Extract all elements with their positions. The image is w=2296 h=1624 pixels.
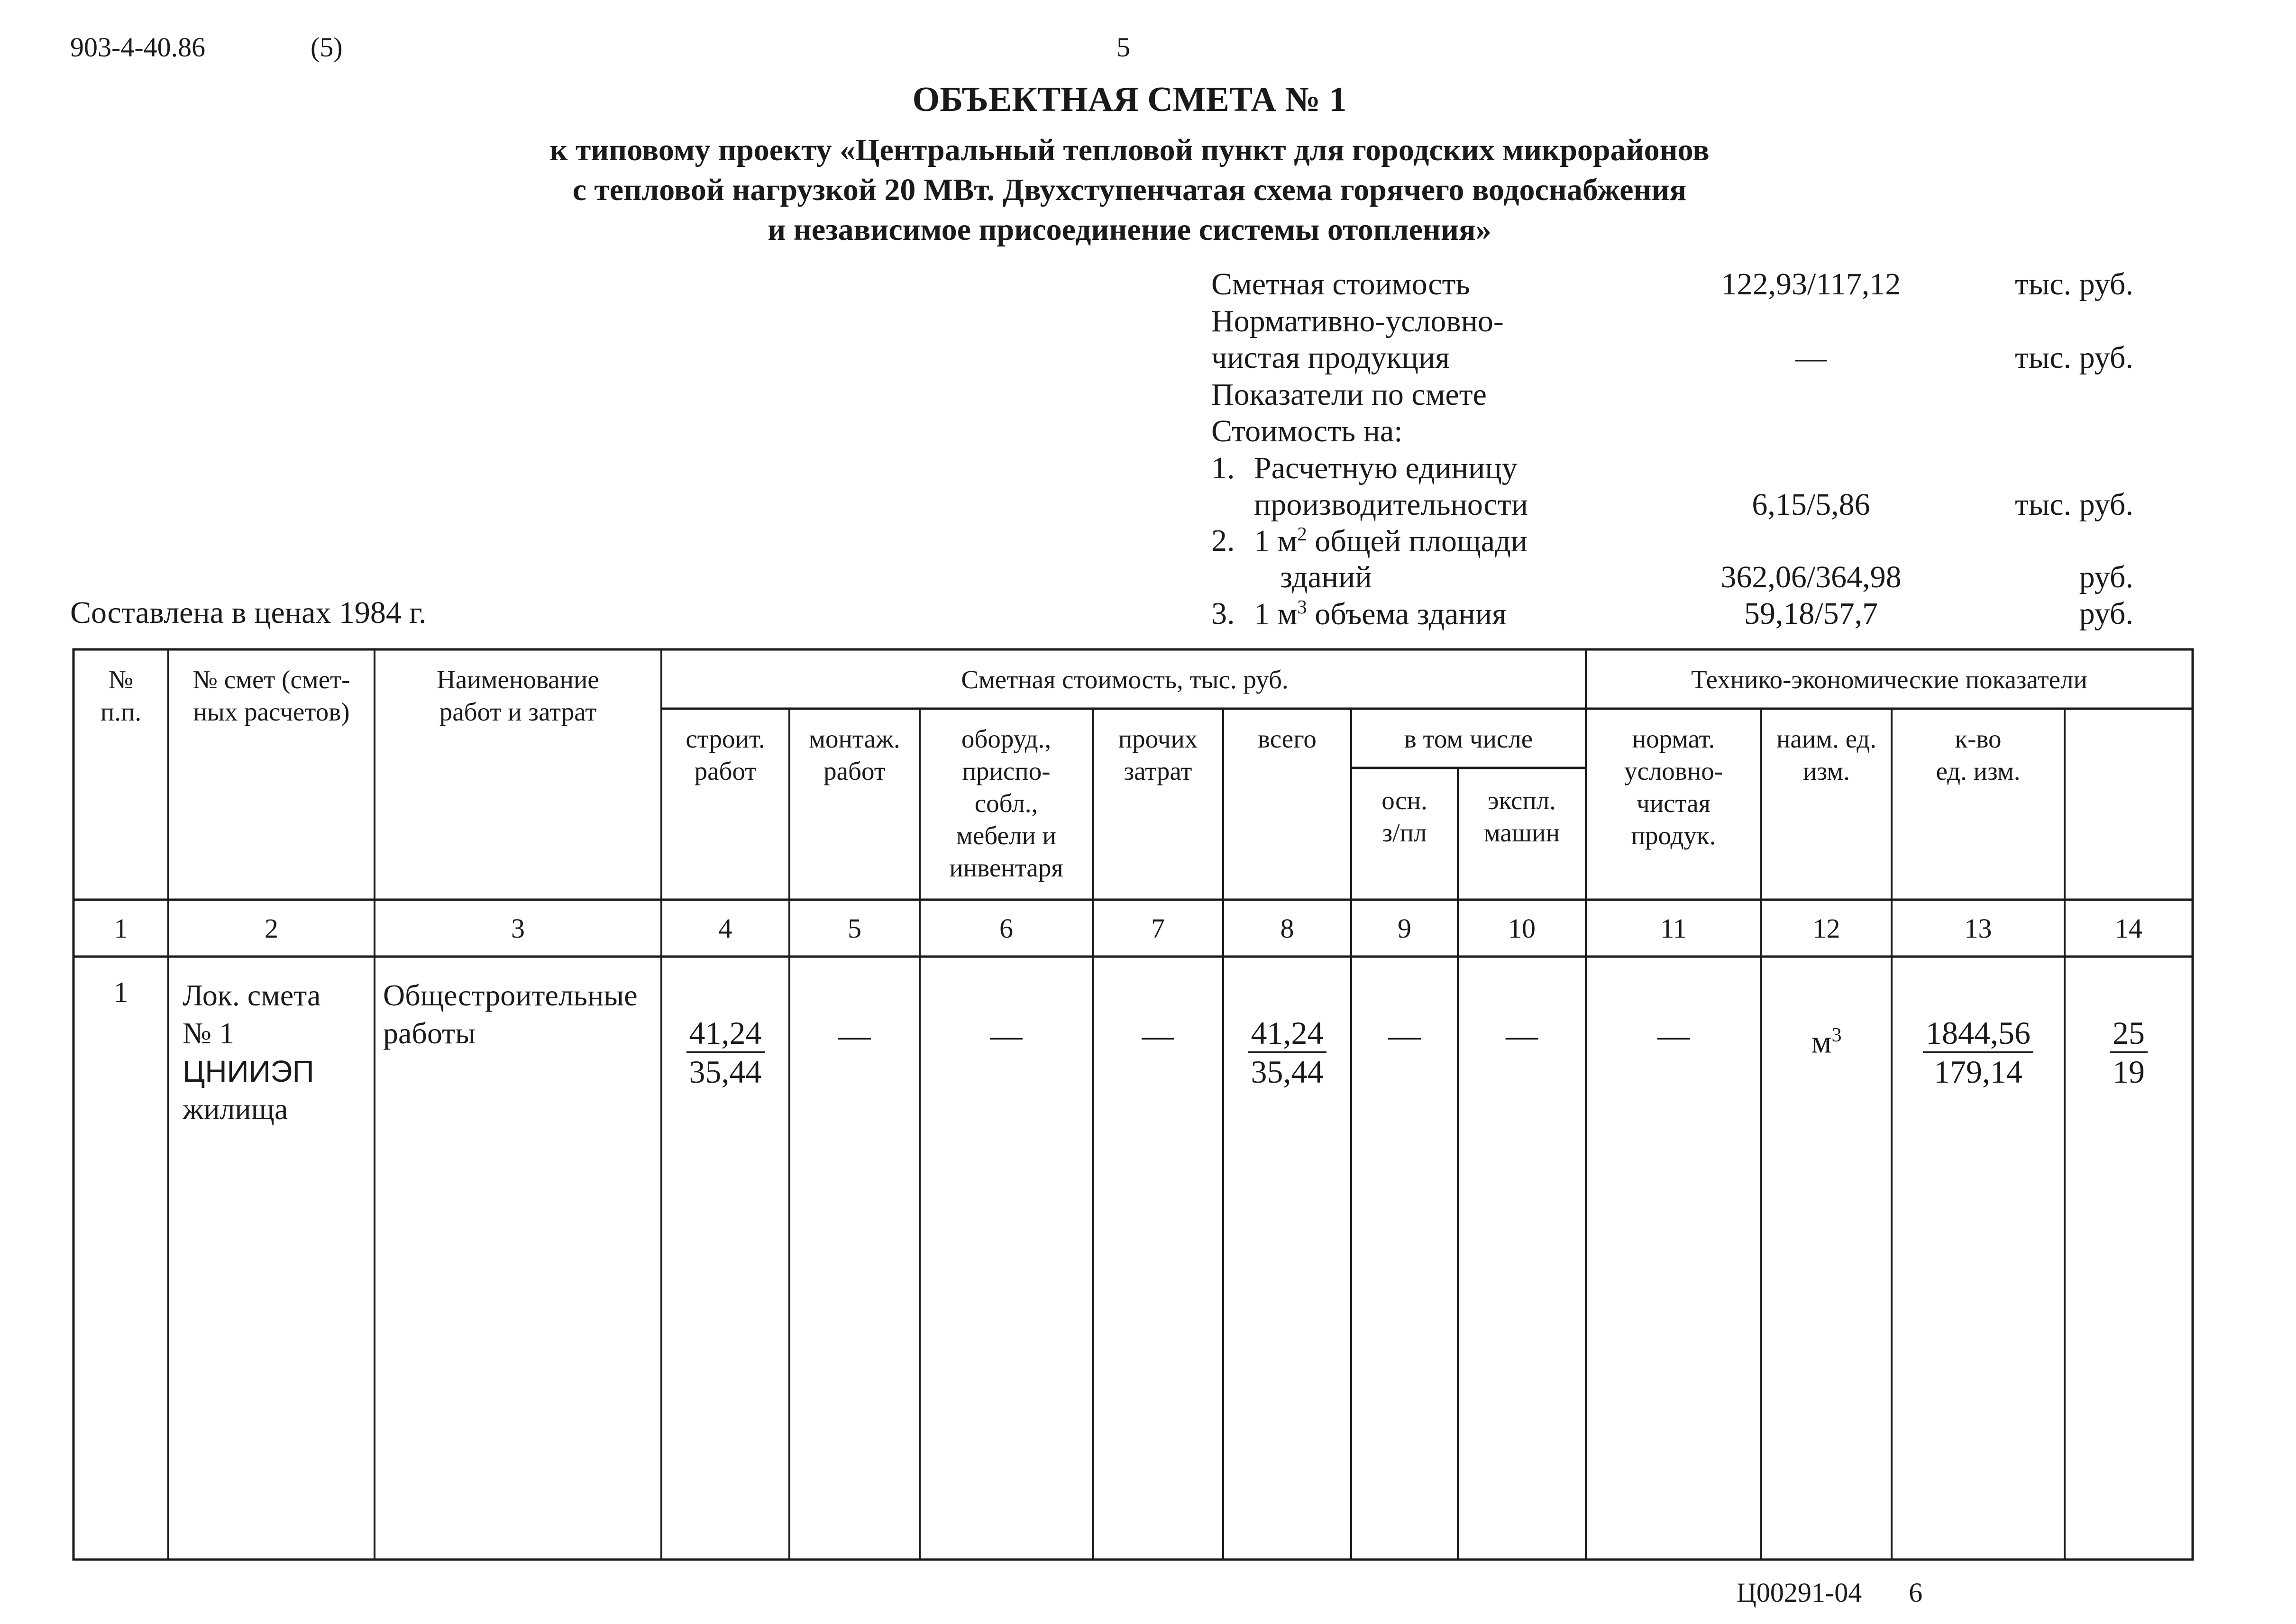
header-equip [920, 723, 1093, 884]
document-code: 903-4-40.86 [70, 32, 206, 63]
header-tech-group: Технико-экономические показатели [1691, 665, 2087, 694]
row-number: 1 [113, 976, 128, 1009]
normative-output: — [1657, 1017, 1690, 1053]
item3-label-pre: 1 м [1254, 597, 1298, 631]
unit-base: м [1811, 1023, 1832, 1060]
header-mount [789, 723, 920, 787]
header-total: всего [1258, 724, 1317, 753]
normative-label: чистая продукция [1211, 340, 1450, 375]
normative-value: — [1795, 340, 1827, 375]
item2-number: 2. [1211, 523, 1235, 558]
column-number: 6 [999, 913, 1013, 944]
row-estimate [183, 976, 320, 1128]
header-line: экспл. [1488, 786, 1556, 815]
header-line: инвентаря [949, 853, 1063, 882]
item2-unit: руб. [2079, 560, 2133, 594]
item3-label [1254, 596, 1506, 632]
total-cost-fraction [1223, 1014, 1351, 1090]
header-line: работ и затрат [439, 697, 597, 726]
item3-label-sup: 3 [1297, 596, 1307, 618]
header-line: затрат [1124, 757, 1192, 785]
page-title: ОБЪЕКТНАЯ СМЕТА № 1 [912, 80, 1347, 119]
header-including: в том числе [1404, 724, 1533, 753]
item1-number: 1. [1211, 451, 1235, 485]
column-number: 4 [718, 913, 732, 944]
other-cost: — [1142, 1017, 1174, 1053]
header-line: машин [1483, 818, 1560, 847]
header-line: работ [694, 757, 757, 785]
column-number: 13 [1964, 913, 1992, 944]
column-number: 14 [2115, 913, 2142, 944]
item1-label: производительности [1254, 487, 1528, 522]
footer-page: 6 [1909, 1577, 1923, 1608]
fraction-numerator: 1844,56 [1923, 1014, 2033, 1053]
header-normative [1586, 723, 1761, 852]
main-wage-cost: — [1388, 1017, 1421, 1053]
header-other [1093, 723, 1223, 787]
column-number: 5 [848, 913, 861, 944]
fraction-denominator: 179,14 [1934, 1054, 2022, 1090]
estimate-line: ЦНИИЭП [183, 1054, 314, 1088]
header-line: чистая [1637, 789, 1711, 818]
header-estimate [168, 664, 375, 728]
estimate-line: жилища [183, 1092, 288, 1126]
column-number: 9 [1398, 913, 1411, 944]
unit-of-measure [1761, 1019, 1892, 1058]
fraction-numerator: 41,24 [686, 1014, 765, 1053]
estimate-line: № 1 [183, 1016, 235, 1050]
cost-unit: тыс. руб. [2015, 267, 2133, 301]
item2-value: 362,06/364,98 [1720, 560, 1902, 594]
unit-sup: 3 [1831, 1024, 1842, 1046]
header-quantity [1892, 723, 2065, 787]
item2-label [1254, 523, 1528, 559]
header-line: изм. [1803, 757, 1850, 785]
cost-per-label: Стоимость на: [1211, 414, 1403, 448]
name-line: работы [383, 1016, 476, 1050]
header-line: осн. [1381, 786, 1427, 815]
footer-code: Ц00291-04 [1737, 1577, 1862, 1608]
item1-unit: тыс. руб. [2015, 487, 2133, 522]
prices-note: Составлена в ценах 1984 г. [70, 595, 427, 630]
header-line: № [108, 665, 134, 694]
item2-label-pre: 1 м [1254, 524, 1298, 558]
header-name [375, 664, 661, 728]
item2-label-sup: 2 [1297, 523, 1307, 545]
header-line: продук. [1631, 821, 1716, 850]
cost-value: 122,93/117,12 [1721, 267, 1901, 301]
indicators-label: Показатели по смете [1211, 377, 1487, 412]
item3-number: 3. [1211, 596, 1235, 631]
column-number: 8 [1280, 913, 1294, 944]
column-number: 12 [1812, 913, 1840, 944]
extra-fraction [2065, 1014, 2193, 1090]
header-machines [1458, 785, 1586, 849]
build-cost-fraction [661, 1014, 789, 1090]
header-line: ед. изм. [1936, 757, 2021, 785]
item3-label-post: объема здания [1307, 597, 1507, 631]
fraction-numerator: 41,24 [1248, 1014, 1326, 1053]
machines-cost: — [1506, 1017, 1538, 1053]
header-main-wage [1351, 785, 1458, 849]
column-number: 1 [114, 913, 128, 944]
fraction-denominator: 35,44 [1251, 1054, 1324, 1090]
fraction-denominator: 19 [2113, 1054, 2145, 1090]
header-line: Наименование [437, 665, 599, 694]
column-number: 11 [1660, 913, 1687, 944]
normative-label: Нормативно-условно- [1211, 304, 1504, 338]
row-name [383, 976, 638, 1052]
item3-unit: руб. [2079, 596, 2133, 631]
header-line: нормат. [1632, 724, 1715, 753]
header-line: прочих [1118, 724, 1198, 753]
subtitle-line: к типовому проекту «Центральный тепловой пункт для городских микрорайонов [549, 133, 1710, 167]
header-line: собл., [974, 789, 1038, 818]
document-variant: (5) [311, 32, 343, 63]
header-line: строит. [686, 724, 765, 753]
column-number: 2 [265, 913, 278, 944]
page-number: 5 [1116, 32, 1130, 63]
column-number: 7 [1151, 913, 1165, 944]
item1-value: 6,15/5,86 [1752, 487, 1870, 522]
column-number: 10 [1508, 913, 1536, 944]
item3-value: 59,18/57,7 [1744, 596, 1878, 631]
subtitle-line: и независимое присоединение системы отопления» [768, 212, 1491, 247]
fraction-denominator: 35,44 [689, 1054, 762, 1090]
header-line: п.п. [100, 697, 142, 726]
header-line: оборуд., [961, 724, 1052, 753]
quantity-fraction [1892, 1014, 2065, 1090]
item1-label: Расчетную единицу [1254, 451, 1518, 485]
header-line: монтаж. [809, 724, 900, 753]
header-line: условно- [1624, 757, 1723, 785]
header-line: приспо- [962, 757, 1051, 785]
estimate-line: Лок. смета [183, 978, 321, 1012]
header-line: наим. ед. [1776, 724, 1876, 753]
header-build [661, 723, 789, 787]
header-line: к-во [1955, 724, 2002, 753]
header-line: мебели и [956, 821, 1056, 850]
mount-cost: — [838, 1017, 871, 1053]
subtitle-line: с тепловой нагрузкой 20 МВт. Двухступенчатая схема горячего водоснабжения [572, 173, 1687, 207]
cost-label: Сметная стоимость [1211, 267, 1470, 301]
header-line: № смет (смет- [192, 665, 350, 694]
equip-cost: — [990, 1017, 1023, 1053]
item2-label-post: общей площади [1307, 524, 1528, 558]
fraction-numerator: 25 [2110, 1014, 2148, 1053]
normative-unit: тыс. руб. [2015, 340, 2133, 375]
header-no [73, 664, 168, 728]
header-line: з/пл [1382, 818, 1427, 847]
footer [1737, 1577, 1922, 1608]
item2-label: зданий [1280, 560, 1372, 594]
header-line: работ [823, 757, 886, 785]
page-subtitle [0, 130, 2259, 250]
header-line: ных расчетов) [193, 697, 350, 726]
name-line: Общестроительные [383, 978, 638, 1012]
column-number: 3 [511, 913, 525, 944]
header-cost-group: Сметная стоимость, тыс. руб. [961, 665, 1289, 694]
header-unit [1761, 723, 1892, 787]
